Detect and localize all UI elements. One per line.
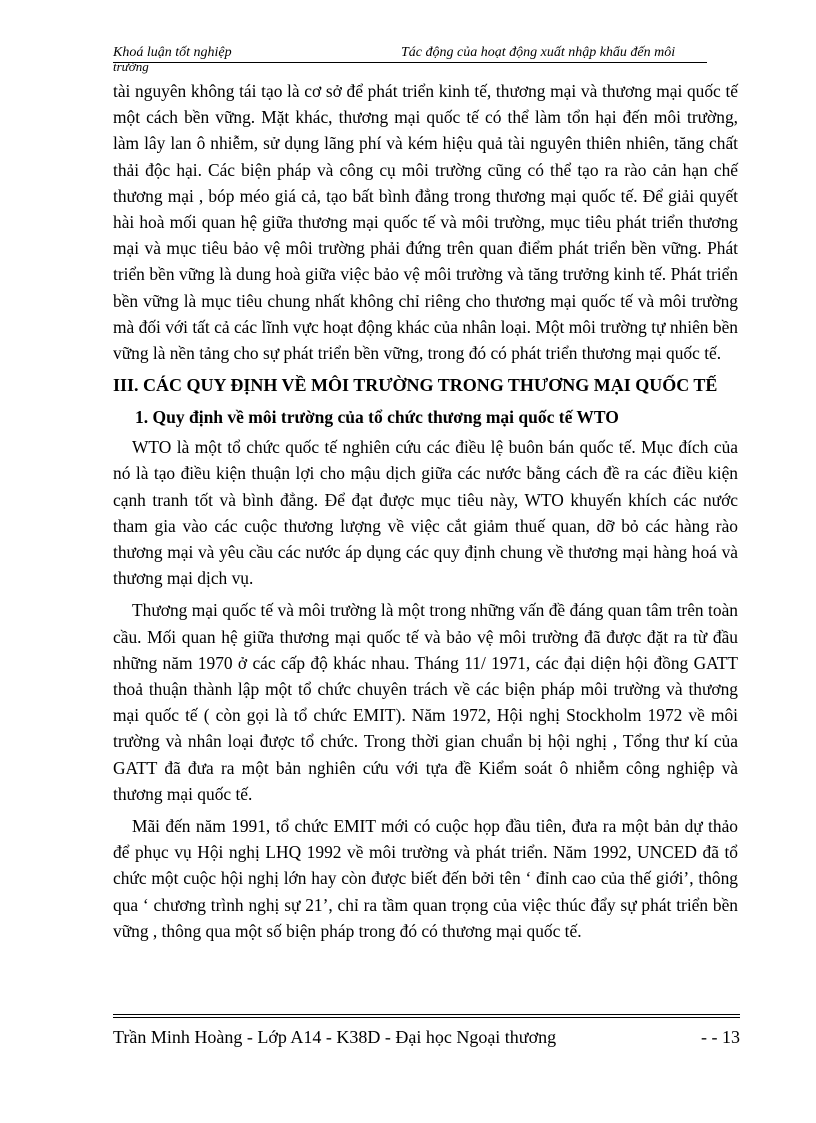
header-thesis-label-cont: trường <box>113 59 149 74</box>
footer-divider <box>113 1014 740 1015</box>
footer-author: Trần Minh Hoàng - Lớp A14 - K38D - Đại học Ngoại thương <box>113 1027 557 1047</box>
header-thesis-label: Khoá luận tốt nghiệp <box>113 45 232 60</box>
header-document-title: Tác động của hoạt động xuất nhập khẩu đến môi <box>401 45 676 60</box>
paragraph: WTO là một tổ chức quốc tế nghiên cứu các điều lệ buôn bán quốc tế. Mục đích của nó là tạo điều kiện thuận lợi cho mậu dịch giữa các nước bằng cách đề ra các điều kiện cạnh tranh tốt và bình đẳng. Để đạt được mục tiêu này, WTO khuyến khích các nước tham gia vào các cuộc thương lượng về việc cắt giảm thuế quan, dỡ bỏ các hàng rào thương mại và yêu cầu các nước áp dụng các quy định chung về thương mại hàng hoá và thương mại dịch vụ. <box>113 437 738 589</box>
paragraph: Thương mại quốc tế và môi trường là một trong những vấn đề đáng quan tâm trên toàn cầu. Mối quan hệ giữa thương mại quốc tế và bảo vệ môi trường đã được đặt ra từ đầu những năm 1970 ở các cấp độ khác nhau. Tháng 11/ 1971, các đại diện hội đồng GATT thoả thuận thành lập một tổ chức chuyên trách về các biện pháp môi trường và thương mại quốc tế ( còn gọi là tổ chức EMIT). Năm 1972, Hội nghị Stockholm 1972 về môi trường và nhân loại được tổ chức. Trong thời gian chuẩn bị hội nghị , Tổng thư kí của GATT đã đưa ra một bản nghiên cứu với tựa đề Kiểm soát ô nhiễm công nghiệp và thương mại quốc tế. <box>113 600 738 804</box>
header-divider <box>113 62 707 63</box>
subsection-heading: 1. Quy định về môi trường của tổ chức thương mại quốc tế WTO <box>135 407 619 428</box>
page-footer <box>113 1027 740 1053</box>
page-body <box>113 78 738 944</box>
paragraph: Mãi đến năm 1991, tổ chức EMIT mới có cuộc họp đầu tiên, đưa ra một bản dự thảo để phục vụ Hội nghị LHQ 1992 về môi trường và phát triển. Năm 1992, UNCED đã tổ chức một cuộc hội nghị lớn hay còn được biết đến bởi tên ‘ đỉnh cao của thế giới’, thông qua ‘ chương trình nghị sự 21’, chỉ ra tầm quan trọng của việc thúc đẩy sự phát triển bền vững , thông qua một số biện pháp trong đó có thương mại quốc tế. <box>113 816 738 941</box>
page-header <box>113 45 707 75</box>
page-number: - - 13 <box>701 1027 740 1047</box>
section-heading: III. CÁC QUY ĐỊNH VỀ MÔI TRƯỜNG TRONG THƯƠNG MẠI QUỐC TẾ <box>113 375 718 396</box>
footer-divider <box>113 1017 740 1018</box>
paragraph: tài nguyên không tái tạo là cơ sở để phát triển kinh tế, thương mại và thương mại quốc tế một cách bền vững. Mặt khác, thương mại quốc tế có thể làm tổn hại đến môi trường, làm lây lan ô nhiễm, sử dụng lãng phí và kém hiệu quả tài nguyên thiên nhiên, tăng chất thải độc hại. Các biện pháp và công cụ môi trường cũng có thể tạo ra rào cản hạn chế thương mại , bóp méo giá cả, tạo bất bình đẳng trong thương mại quốc tế. Để giải quyết hài hoà mối quan hệ giữa thương mại quốc tế và môi trường, mục tiêu phát triển thương mại và mục tiêu bảo vệ môi trường phải đứng trên quan điểm phát triển bền vững. Phát triển bền vững là dung hoà giữa việc bảo vệ môi trường và tăng trưởng kinh tế. Phát triển bền vững là mục tiêu chung nhất không chỉ riêng cho thương mại quốc tế và môi trường mà đối với tất cả các lĩnh vực hoạt động khác của nhân loại. Một môi trường tự nhiên bền vững là nền tảng cho sự phát triển bền vững, trong đó có phát triển thương mại quốc tế. <box>113 81 738 364</box>
